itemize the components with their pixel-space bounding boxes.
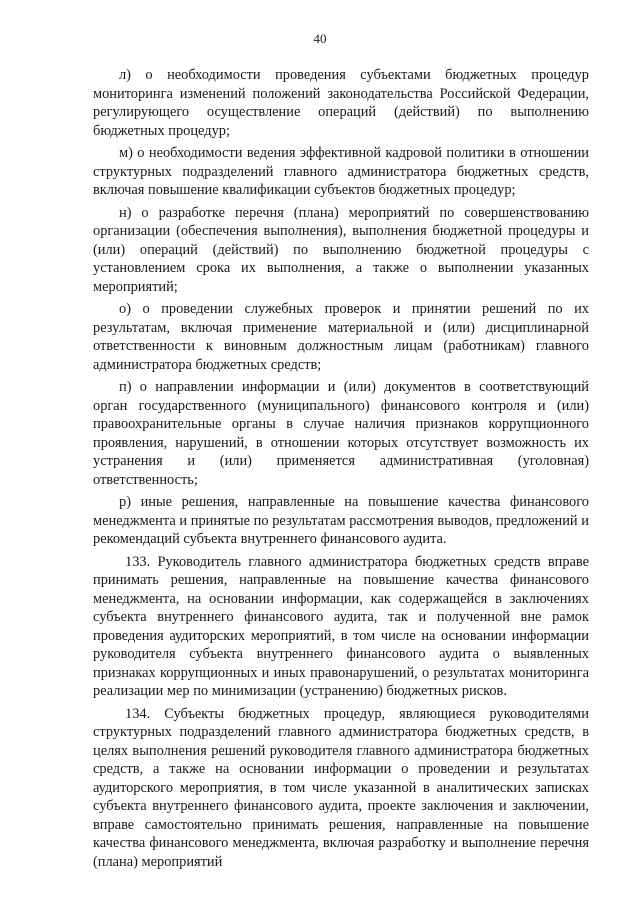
paragraph-133: 133. Руководитель главного администратора бюджетных средств вправе принимать решения, направленные на повышение качества финансового менеджмента, на основании информации, как содержащейся в заключениях субъекта внутреннего финансового аудита, так и полученной вне рамок проведения аудиторских мероприятий, в том числе на основании информации руководителя субъекта внутреннего финансового аудита о выявленных признаках коррупционных и иных правонарушений, о результатах мониторинга реализации мер по минимизации (устранению) бюджетных рисков.	[93, 553, 589, 699]
paragraph-m: м) о необходимости ведения эффективной кадровой политики в отношении структурных подразделений главного администратора бюджетных средств, включая повышение квалификации субъектов бюджетных процедур;	[93, 145, 589, 198]
paragraph-134: 134. Субъекты бюджетных процедур, являющиеся руководителями структурных подразделений главного администратора бюджетных средств, в целях выполнения решений руководителя главного администратора бюджетных средств, а также на основании информации о проведении и результатах аудиторского мероприятия, в том числе указанной в аналитических записках субъекта внутреннего финансового аудита, проекте заключения и заключении, вправе самостоятельно принимать решения, направленные на повышение качества финансового менеджмента, включая разработку и выполнение перечня (плана) мероприятий	[93, 705, 589, 870]
page-number: 40	[313, 31, 327, 46]
paragraph-p: п) о направлении информации и (или) документов в соответствующий орган государственного (муниципального) финансового контроля и (или) правоохранительные органы в случае наличия признаков коррупционного проявления, нарушений, в отношении которых отсутствует возможность их устранения и (или) применяется административная (уголовная) ответственность;	[93, 379, 589, 488]
paragraph-n: н) о разработке перечня (плана) мероприятий по совершенствованию организации (обеспечения выполнения), выполнения бюджетной процедуры и (или) операций (действий) по выполнению бюджетной процедуры с установлением срока их выполнения, а также о выполнении указанных мероприятий;	[93, 204, 589, 295]
document-body	[93, 66, 589, 871]
paragraph-o: о) о проведении служебных проверок и принятии решений по их результатам, включая применение материальной и (или) дисциплинарной ответственности к виновным должностным лицам (работникам) главного администратора бюджетных средств;	[93, 301, 589, 373]
paragraph-r: р) иные решения, направленные на повышение качества финансового менеджмента и принятые по результатам рассмотрения выводов, предложений и рекомендаций субъекта внутреннего финансового аудита.	[93, 494, 589, 547]
paragraph-l: л) о необходимости проведения субъектами бюджетных процедур мониторинга изменений положений законодательства Российской Федерации, регулирующего осуществление операций (действий) по выполнению бюджетных процедур;	[93, 67, 589, 139]
